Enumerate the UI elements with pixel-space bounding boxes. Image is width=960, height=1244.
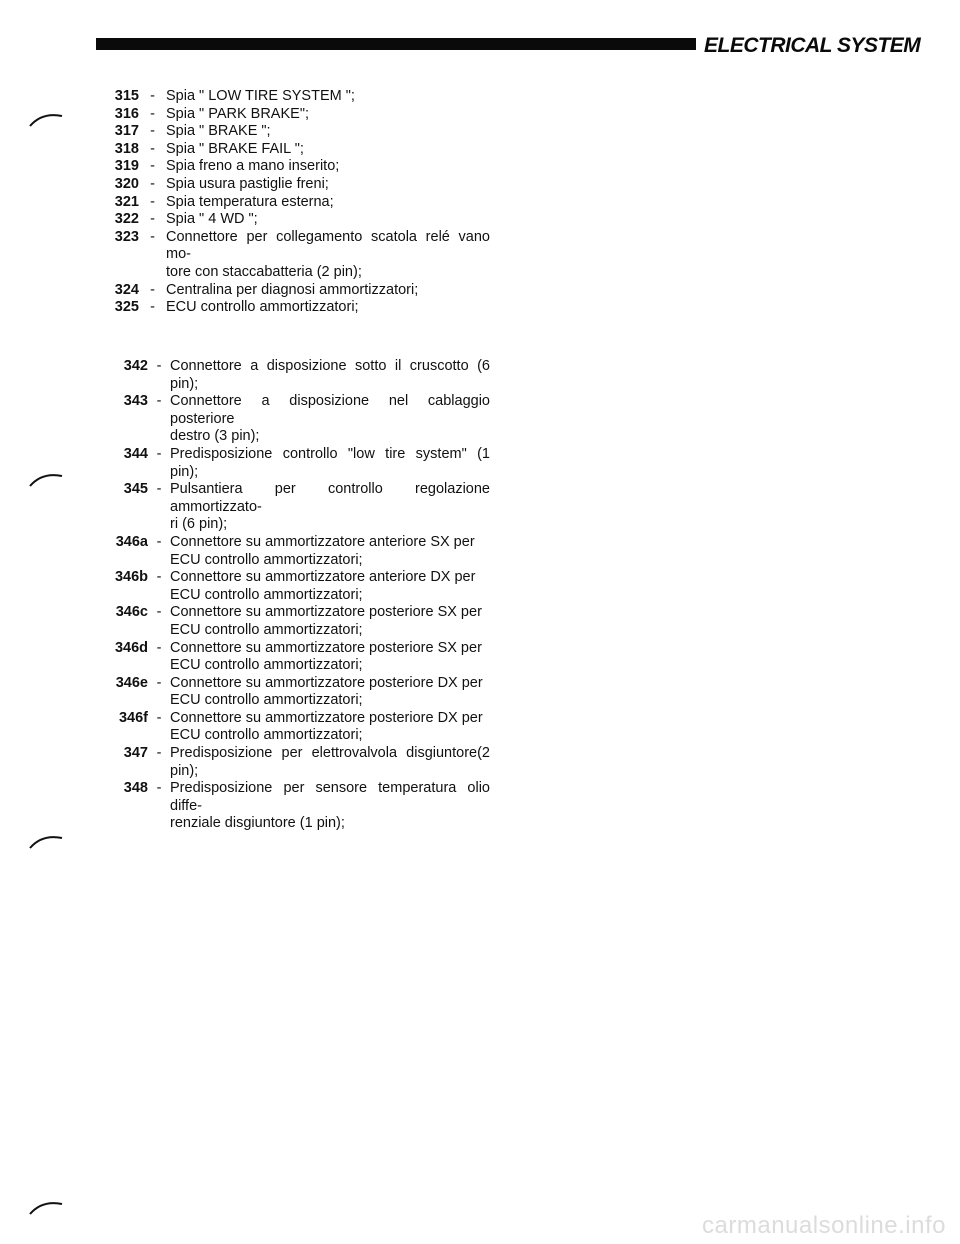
item-code: 343 (123, 393, 148, 410)
item-code: 321 (114, 193, 139, 210)
item-separator: - (156, 445, 162, 462)
item-separator: - (150, 140, 155, 157)
item-description: ECU controllo ammortizzatori; (166, 299, 359, 316)
item-code: 316 (114, 105, 139, 122)
item-separator: - (150, 228, 155, 245)
item-description: Connettore su ammortizzatore posteriore SX per ECU controllo ammortizzatori; (170, 639, 482, 674)
item-description: Connettore su ammortizzatore anteriore SX per ECU controllo ammortizzatori; (170, 533, 475, 568)
item-description: Connettore su ammortizzatore posteriore SX per ECU controllo ammortizzatori; (170, 604, 482, 638)
header-bar (96, 38, 696, 50)
item-separator: - (156, 745, 162, 762)
list-item (0, 194, 560, 212)
item-description: Spia freno a mano inserito; (166, 158, 340, 175)
item-separator: - (156, 639, 162, 656)
item-description: Connettore a disposizione sotto il cruscotto (6 pin); (170, 358, 490, 392)
item-code: 346a (115, 533, 148, 550)
list-item (0, 141, 560, 159)
component-list-lower (0, 358, 560, 833)
item-separator: - (150, 299, 155, 316)
item-separator: - (156, 780, 162, 797)
item-description: Spia " PARK BRAKE"; (166, 105, 309, 122)
item-separator: - (150, 158, 155, 175)
item-code: 342 (123, 358, 148, 374)
list-item (0, 710, 560, 745)
item-code: 346f (118, 709, 148, 726)
list-item (0, 211, 560, 229)
list-item (0, 176, 560, 194)
item-code: 344 (123, 445, 148, 462)
list-item (0, 282, 560, 300)
item-separator: - (150, 88, 155, 104)
item-description: Connettore su ammortizzatore anteriore DX per ECU controllo ammortizzatori; (170, 569, 476, 603)
watermark-url: carmanualsonline.info (702, 1212, 946, 1239)
item-description: Connettore su ammortizzatore posteriore DX per ECU controllo ammortizzatori; (170, 709, 483, 744)
item-code: 347 (123, 745, 148, 762)
item-separator: - (156, 481, 162, 498)
list-item (0, 393, 560, 446)
item-code: 325 (114, 299, 139, 316)
item-code: 320 (114, 175, 139, 192)
item-code: 324 (114, 281, 139, 298)
binding-hole-mark (28, 832, 64, 850)
list-item (0, 106, 560, 124)
item-code: 345 (123, 481, 148, 498)
item-separator: - (150, 211, 155, 228)
list-item (0, 88, 560, 106)
item-separator: - (156, 674, 162, 691)
binding-hole-mark (28, 110, 64, 128)
item-code: 346c (115, 604, 148, 621)
item-description: Spia temperatura esterna; (166, 193, 334, 210)
list-item (0, 158, 560, 176)
item-separator: - (156, 358, 162, 374)
item-code: 346d (114, 639, 148, 656)
item-description: Spia " BRAKE "; (166, 123, 271, 140)
item-separator: - (156, 709, 162, 726)
list-item (0, 640, 560, 675)
item-separator: - (150, 175, 155, 192)
item-separator: - (150, 281, 155, 298)
item-code: 348 (123, 780, 148, 797)
list-item (0, 675, 560, 710)
item-code: 323 (114, 228, 139, 245)
binding-hole-mark (28, 1198, 64, 1216)
item-description: Centralina per diagnosi ammortizzatori; (166, 281, 419, 298)
item-code: 346b (114, 569, 148, 586)
item-description: Spia " BRAKE FAIL "; (166, 140, 304, 157)
item-description: Pulsantiera per controllo regolazione ammortizzato- ri (6 pin); (170, 481, 490, 533)
item-separator: - (156, 393, 162, 410)
item-description: Spia usura pastiglie freni; (166, 175, 329, 192)
component-list-upper (0, 88, 560, 317)
item-description: Predisposizione per sensore temperatura olio diffe- renziale disgiuntore (1 pin); (170, 780, 490, 832)
list-item (0, 604, 560, 639)
list-item (0, 569, 560, 604)
item-code: 322 (114, 211, 139, 228)
list-item (0, 481, 560, 534)
item-code: 346e (115, 674, 148, 691)
list-item (0, 446, 560, 481)
item-separator: - (150, 105, 155, 122)
item-description: Connettore a disposizione nel cablaggio posteriore destro (3 pin); (170, 393, 490, 445)
item-description: Spia " 4 WD "; (166, 211, 258, 228)
binding-hole-mark (28, 470, 64, 488)
item-code: 315 (114, 88, 139, 104)
list-item (0, 299, 560, 317)
list-item (0, 745, 560, 780)
list-item (0, 358, 560, 393)
item-description: Connettore su ammortizzatore posteriore DX per ECU controllo ammortizzatori; (170, 674, 483, 709)
item-code: 317 (114, 123, 139, 140)
item-separator: - (156, 533, 162, 550)
item-description: Spia " LOW TIRE SYSTEM "; (166, 88, 355, 104)
list-item (0, 780, 560, 833)
item-separator: - (156, 604, 162, 621)
item-code: 319 (114, 158, 139, 175)
list-item (0, 534, 560, 569)
item-description: Predisposizione controllo "low tire system" (1 pin); (170, 445, 490, 480)
list-item (0, 123, 560, 141)
item-description: Predisposizione per elettrovalvola disgiuntore(2 pin); (170, 745, 490, 779)
list-item (0, 229, 560, 282)
page-title: ELECTRICAL SYSTEM (704, 34, 921, 57)
item-separator: - (150, 193, 155, 210)
item-code: 318 (114, 140, 139, 157)
item-description: Connettore per collegamento scatola relé vano mo- tore con staccabatteria (2 pin); (166, 228, 490, 280)
item-separator: - (156, 569, 162, 586)
item-separator: - (150, 123, 155, 140)
